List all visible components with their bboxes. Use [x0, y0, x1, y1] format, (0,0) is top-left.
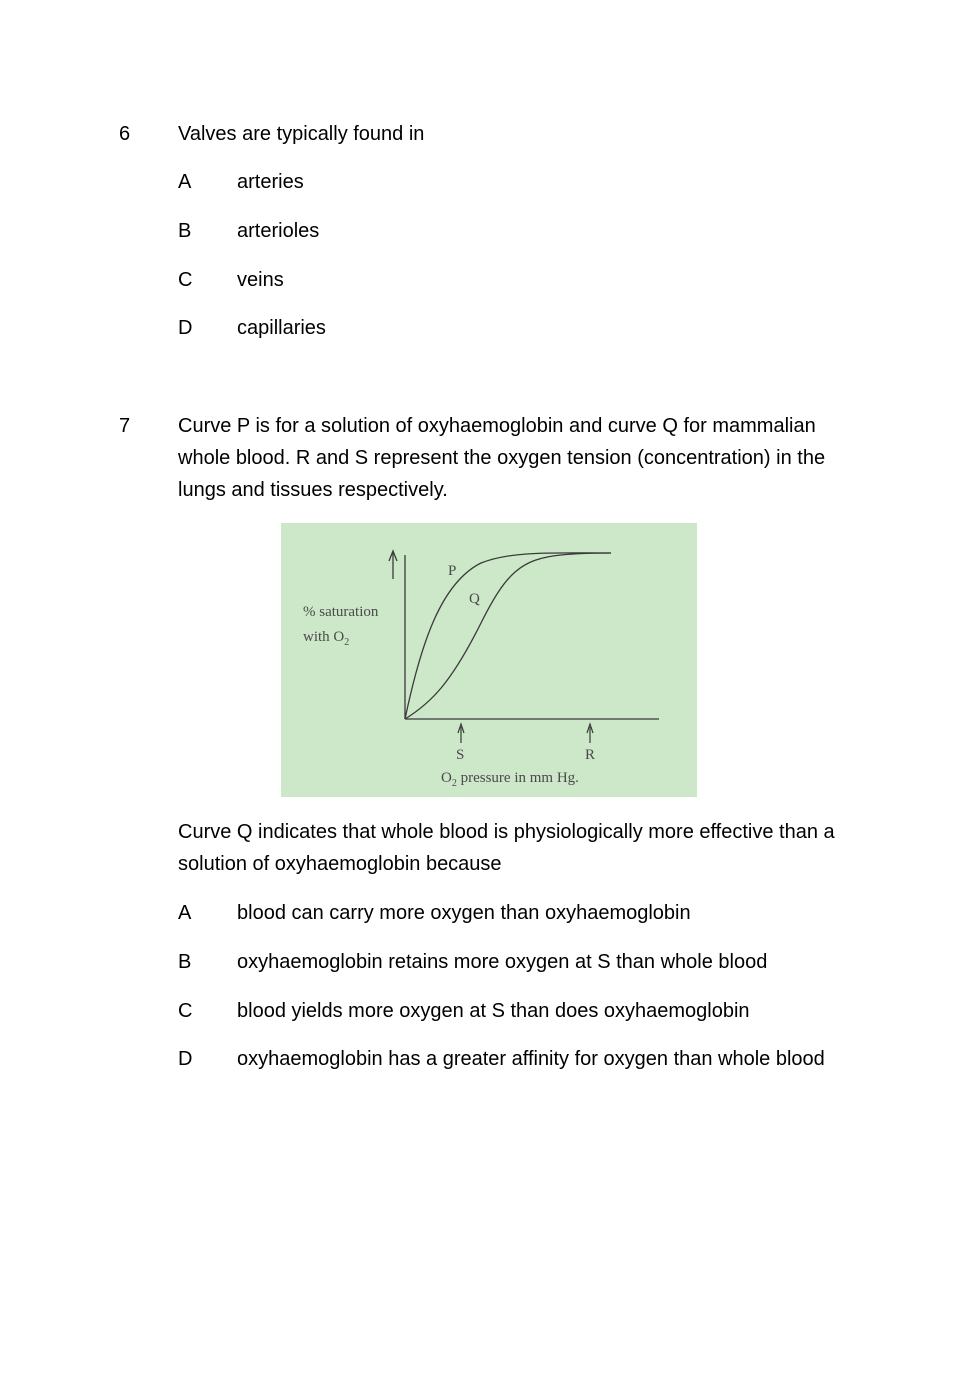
option-letter: B	[178, 951, 192, 973]
oxygen-dissociation-graph	[281, 523, 697, 797]
option-letter: C	[178, 1000, 193, 1022]
question-stem: Valves are typically found in	[178, 123, 425, 145]
x-axis-label: $O_2$ pressure in mm Hg.	[441, 770, 579, 789]
option-text: arteries	[237, 171, 304, 193]
option-text: blood can carry more oxygen than oxyhaemoglobin	[237, 902, 691, 924]
option-text: arterioles	[237, 220, 320, 242]
curve-q	[405, 553, 611, 719]
option-text: capillaries	[237, 317, 326, 339]
r-marker-label: R	[585, 747, 596, 763]
question-number: 6	[119, 123, 131, 145]
option-text: blood yields more oxygen at S than does oxyhaemoglobin	[237, 1000, 750, 1022]
question-number: 7	[119, 415, 131, 437]
y-axis-label-line2: with $O_2$	[303, 629, 350, 648]
option-letter: D	[178, 1048, 193, 1070]
question-followup: Curve Q indicates that whole blood is physiologically more effective than a solution of oxyhaemoglobin because	[178, 821, 835, 875]
option-letter: B	[178, 220, 192, 242]
curve-q-label: Q	[469, 591, 480, 607]
oxygen-dissociation-figure	[281, 523, 697, 797]
option-text: oxyhaemoglobin has a greater affinity for oxygen than whole blood	[237, 1048, 825, 1070]
curve-p-label: P	[448, 563, 457, 579]
option-letter: D	[178, 317, 193, 339]
question-stem: Curve P is for a solution of oxyhaemoglobin and curve Q for mammalian whole blood. R and S represent the oxygen tension (concentration) in the lungs and tissues respectively.	[178, 415, 826, 501]
option-text: oxyhaemoglobin retains more oxygen at S than whole blood	[237, 951, 768, 973]
option-letter: A	[178, 171, 192, 193]
s-marker-label: S	[456, 747, 465, 763]
y-axis-label-line1: % saturation	[303, 604, 379, 620]
option-letter: A	[178, 902, 192, 924]
option-text: veins	[237, 269, 284, 291]
option-letter: C	[178, 269, 193, 291]
